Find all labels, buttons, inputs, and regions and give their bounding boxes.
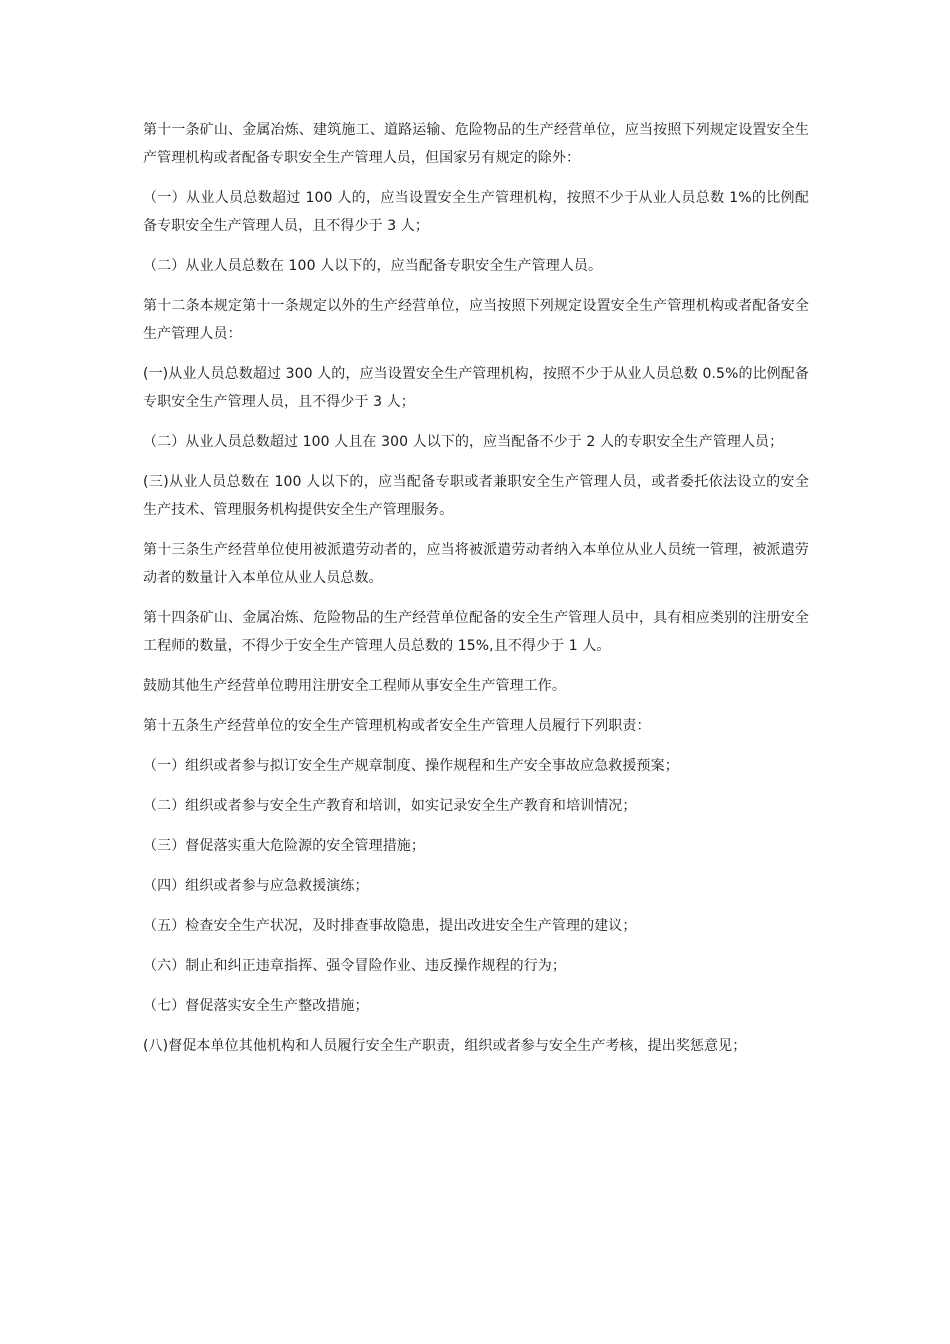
article-15-item-8: (八)督促本单位其他机构和人员履行安全生产职责，组织或者参与安全生产考核，提出奖惩意见； — [143, 1038, 747, 1054]
article-14: 第十四条矿山、金属冶炼、危险物品的生产经营单位配备的安全生产管理人员中，具有相应类别的注册安全工程师的数量，不得少于安全生产管理人员总数的 15%,且不得少于 1 人。 — [143, 610, 809, 654]
article-11-item-2: （二）从业人员总数在 100 人以下的，应当配备专职安全生产管理人员。 — [143, 258, 603, 274]
article-11-intro: 第十一条矿山、金属冶炼、建筑施工、道路运输、危险物品的生产经营单位，应当按照下列规定设置安全生产管理机构或者配备专职安全生产管理人员，但国家另有规定的除外： — [143, 122, 809, 166]
article-15-item-3: （三）督促落实重大危险源的安全管理措施； — [143, 838, 425, 854]
article-14-encouragement: 鼓励其他生产经营单位聘用注册安全工程师从事安全生产管理工作。 — [143, 678, 566, 694]
article-12-item-1: (一)从业人员总数超过 300 人的，应当设置安全生产管理机构，按照不少于从业人员总数 0.5%的比例配备专职安全生产管理人员，且不得少于 3 人； — [143, 366, 809, 410]
document-body — [143, 116, 809, 1072]
article-15-item-6: （六）制止和纠正违章指挥、强令冒险作业、违反操作规程的行为； — [143, 958, 566, 974]
article-15-item-4: （四）组织或者参与应急救援演练； — [143, 878, 369, 894]
article-15-item-7: （七）督促落实安全生产整改措施； — [143, 998, 369, 1014]
article-15-item-5: （五）检查安全生产状况，及时排查事故隐患，提出改进安全生产管理的建议； — [143, 918, 637, 934]
article-11-item-1: （一）从业人员总数超过 100 人的，应当设置安全生产管理机构，按照不少于从业人员总数 1%的比例配备专职安全生产管理人员，且不得少于 3 人； — [143, 190, 809, 234]
article-12-intro: 第十二条本规定第十一条规定以外的生产经营单位，应当按照下列规定设置安全生产管理机构或者配备安全生产管理人员： — [143, 298, 809, 342]
article-12-item-2: （二）从业人员总数超过 100 人且在 300 人以下的，应当配备不少于 2 人的专职安全生产管理人员； — [143, 434, 784, 450]
article-15-intro: 第十五条生产经营单位的安全生产管理机构或者安全生产管理人员履行下列职责： — [143, 718, 651, 734]
article-12-item-3: (三)从业人员总数在 100 人以下的，应当配备专职或者兼职安全生产管理人员，或者委托依法设立的安全生产技术、管理服务机构提供安全生产管理服务。 — [143, 474, 809, 518]
article-15-item-1: （一）组织或者参与拟订安全生产规章制度、操作规程和生产安全事故应急救援预案； — [143, 758, 679, 774]
article-13: 第十三条生产经营单位使用被派遣劳动者的，应当将被派遣劳动者纳入本单位从业人员统一管理，被派遣劳动者的数量计入本单位从业人员总数。 — [143, 542, 809, 586]
article-15-item-2: （二）组织或者参与安全生产教育和培训，如实记录安全生产教育和培训情况； — [143, 798, 637, 814]
